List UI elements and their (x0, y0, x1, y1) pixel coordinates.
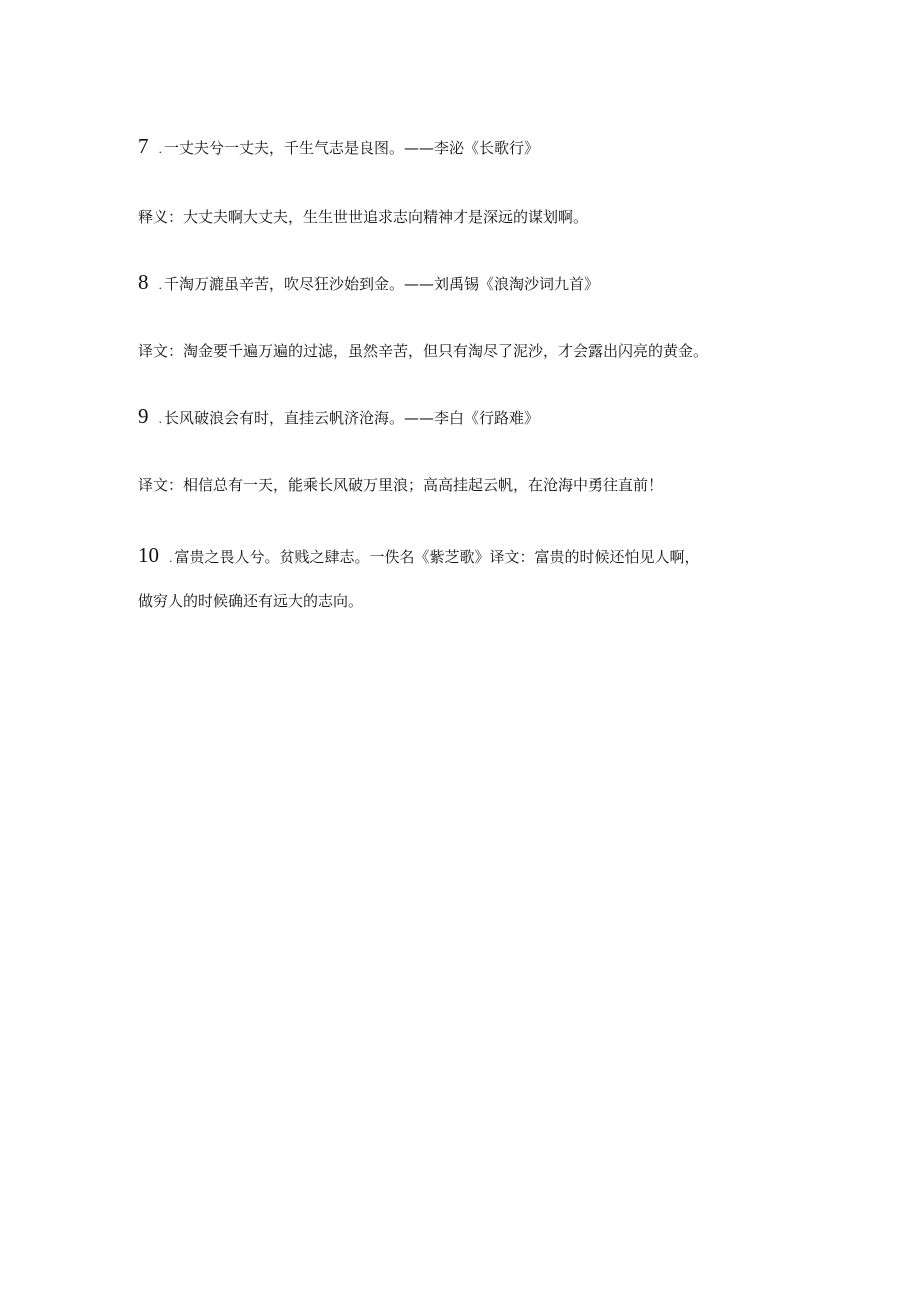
item-number: 9 (138, 404, 149, 428)
quote-text: 一丈夫兮一丈夫，千生气志是良图。——李泌《长歌行》 (164, 139, 540, 157)
quote-item-10 (138, 545, 700, 569)
item-separator: . (158, 143, 162, 156)
quote-item-8 (138, 272, 599, 296)
item-number: 7 (138, 134, 149, 158)
item-separator: . (158, 413, 162, 426)
quote-text: 千淘万漉虽辛苦，吹尽狂沙始到金。——刘禹锡《浪淘沙词九首》 (164, 275, 600, 293)
quote-text: 长风破浪会有时，直挂云帆济沧海。——李白《行路难》 (164, 409, 540, 427)
quote-note-7: 释义：大丈夫啊大丈夫，生生世世追求志向精神才是深远的谋划啊。 (138, 208, 589, 226)
quote-note-10: 做穷人的时候确还有远大的志向。 (138, 592, 364, 610)
item-separator: . (158, 279, 162, 292)
item-number: 10 (138, 543, 159, 567)
item-separator: . (169, 552, 173, 565)
quote-item-7 (138, 136, 539, 160)
quote-note-9: 译文：相信总有一天，能乘长风破万里浪；高高挂起云帆，在沧海中勇往直前！ (138, 476, 664, 494)
item-number: 8 (138, 270, 149, 294)
quote-text: 富贵之畏人兮。贫贱之肆志。一佚名《紫芝歌》译文：富贵的时候还怕见人啊， (174, 548, 700, 566)
quote-note-8: 译文：淘金要千遍万遍的过滤，虽然辛苦，但只有淘尽了泥沙，才会露出闪亮的黄金。 (138, 342, 709, 360)
quote-item-9 (138, 406, 539, 430)
